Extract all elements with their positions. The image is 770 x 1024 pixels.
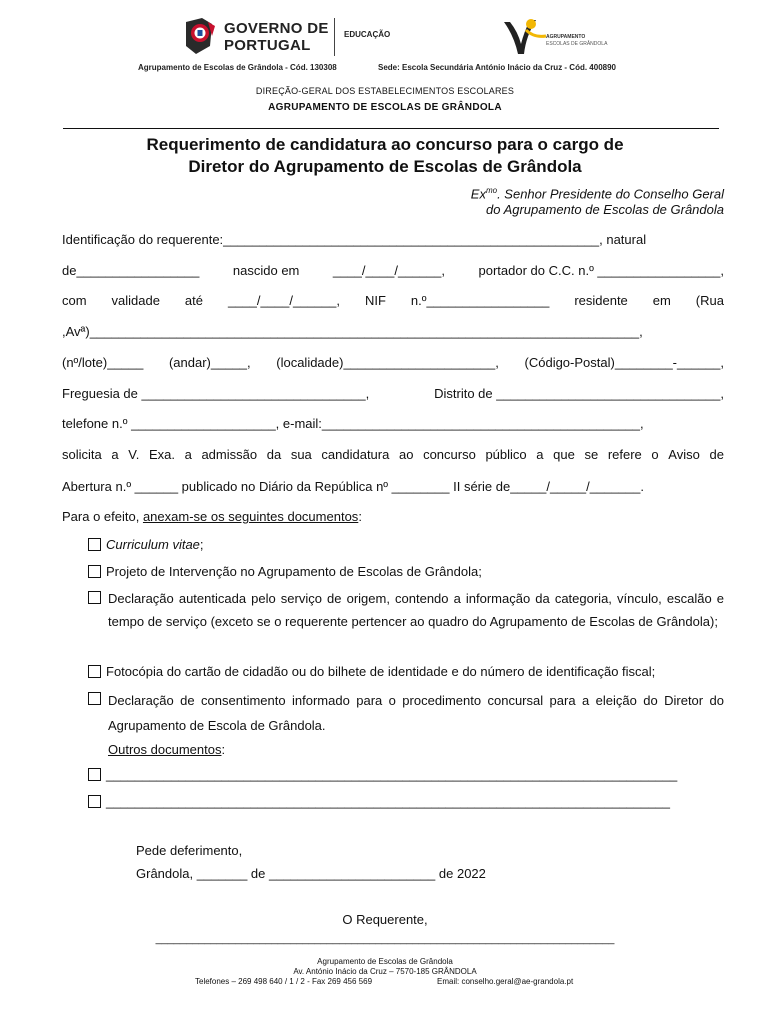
- governo-line1: GOVERNO DE: [224, 20, 329, 37]
- checkbox-outro-1[interactable]: [88, 768, 101, 781]
- form-line-validade: com validade até ____/____/______, NIF n.º_________________ residente em (Rua: [62, 293, 724, 308]
- governo-line2: PORTUGAL: [224, 37, 311, 54]
- checkbox-fotocopia[interactable]: [88, 665, 101, 678]
- form-line-anexos: Para o efeito, anexam-se os seguintes documentos:: [62, 509, 362, 524]
- doc-item-projeto: Projeto de Intervenção no Agrupamento de Escolas de Grândola;: [88, 560, 724, 583]
- form-line-telefone: telefone n.º ____________________, e-mail:____________________________________________,: [62, 416, 644, 431]
- header-rule: [63, 128, 719, 129]
- doc-item-declaracao-servico: Declaração autenticada pelo serviço de origem, contendo a informação da categoria, vínculo, escalão e tempo de serviço (exceto se o requerente pertencer ao quadro do Agrupamento de Escolas de Grândola);: [88, 587, 724, 657]
- form-line-nascido: de_________________ nascido em ____/____/______, portador do C.C. n.º _________________,: [62, 263, 724, 278]
- signature-line: ___________________________________________________________________________: [155, 933, 615, 945]
- o-requerente: O Requerente,: [342, 912, 428, 927]
- form-line-freguesia: Freguesia de _______________________________, Distrito de _______________________________,: [62, 386, 724, 401]
- footer-email: Email: conselho.geral@ae-grandola.pt: [437, 977, 574, 986]
- portugal-coat-of-arms-icon: [182, 16, 218, 56]
- date-line: Grândola, _______ de _______________________ de 2022: [136, 866, 486, 881]
- direcao-geral: DIREÇÃO-GERAL DOS ESTABELECIMENTOS ESCOLARES: [255, 86, 515, 96]
- form-line-solicita: solicita a V. Exa. a admissão da sua candidatura ao concurso público a que se refere o Aviso de: [62, 447, 724, 462]
- agrupamento-logo-line1: AGRUPAMENTO: [546, 34, 586, 40]
- agrupamento-logo-icon: [500, 16, 548, 58]
- sede-info: Sede: Escola Secundária António Inácio da Cruz - Cód. 400890: [378, 63, 616, 72]
- document-title-line1: Requerimento de candidatura ao concurso para o cargo de: [146, 135, 624, 154]
- pede-deferimento: Pede deferimento,: [136, 843, 243, 858]
- addressee-line1: $Ex^{mo}$. Senhor Presidente do Conselho Geral: [470, 186, 724, 202]
- form-line-abertura: Abertura n.º ______ publicado no Diário da República nº ________ II série de_____/_____/_______.: [62, 479, 644, 494]
- checkbox-projeto[interactable]: [88, 565, 101, 578]
- agrupamento-name: AGRUPAMENTO DE ESCOLAS DE GRÂNDOLA: [268, 102, 502, 113]
- governo-dept: EDUCAÇÃO: [344, 30, 391, 39]
- governo-portugal-logo: [182, 16, 392, 58]
- agrupamento-code: Agrupamento de Escolas de Grândola - Cód. 130308: [138, 63, 337, 72]
- footer-line1: Agrupamento de Escolas de Grândola: [317, 957, 453, 966]
- form-line-morada: (nº/lote)_____ (andar)_____, (localidade)_____________________, (Código-Postal)________-______,: [62, 355, 724, 370]
- doc-item-consentimento: Declaração de consentimento informado para o procedimento concursal para a eleição do Diretor do Agrupamento de Escola de Grândola.: [88, 688, 724, 736]
- doc-item-outro-1: _______________________________________________________________________________: [88, 763, 724, 786]
- header-divider: [334, 18, 335, 56]
- doc-item-curriculum: Curriculum vitae;: [88, 533, 724, 556]
- doc-item-outro-2: ______________________________________________________________________________: [88, 790, 724, 813]
- checkbox-outro-2[interactable]: [88, 795, 101, 808]
- form-line-avenida: ,Avª)____________________________________________________________________________,: [62, 324, 643, 339]
- addressee-line2: do Agrupamento de Escolas de Grândola: [485, 202, 724, 218]
- agrupamento-logo-line2: ESCOLAS DE GRÂNDOLA: [546, 41, 608, 47]
- form-line-identificacao: Identificação do requerente:____________________________________________________, natural: [62, 232, 647, 247]
- doc-item-fotocopia: Fotocópia do cartão de cidadão ou do bilhete de identidade e do número de identificação fiscal;: [88, 660, 724, 683]
- document-title-line2: Diretor do Agrupamento de Escolas de Grândola: [188, 157, 582, 176]
- addressee: [471, 183, 724, 218]
- footer-phones: Telefones – 269 498 640 / 1 / 2 - Fax 269 456 569: [195, 977, 373, 986]
- checkbox-curriculum[interactable]: [88, 538, 101, 551]
- footer-line2: Av. António Inácio da Cruz – 7570-185 GRÂNDOLA: [293, 967, 477, 976]
- outros-documentos-label: Outros documentos:: [108, 742, 226, 757]
- agrupamento-logo: [500, 16, 620, 60]
